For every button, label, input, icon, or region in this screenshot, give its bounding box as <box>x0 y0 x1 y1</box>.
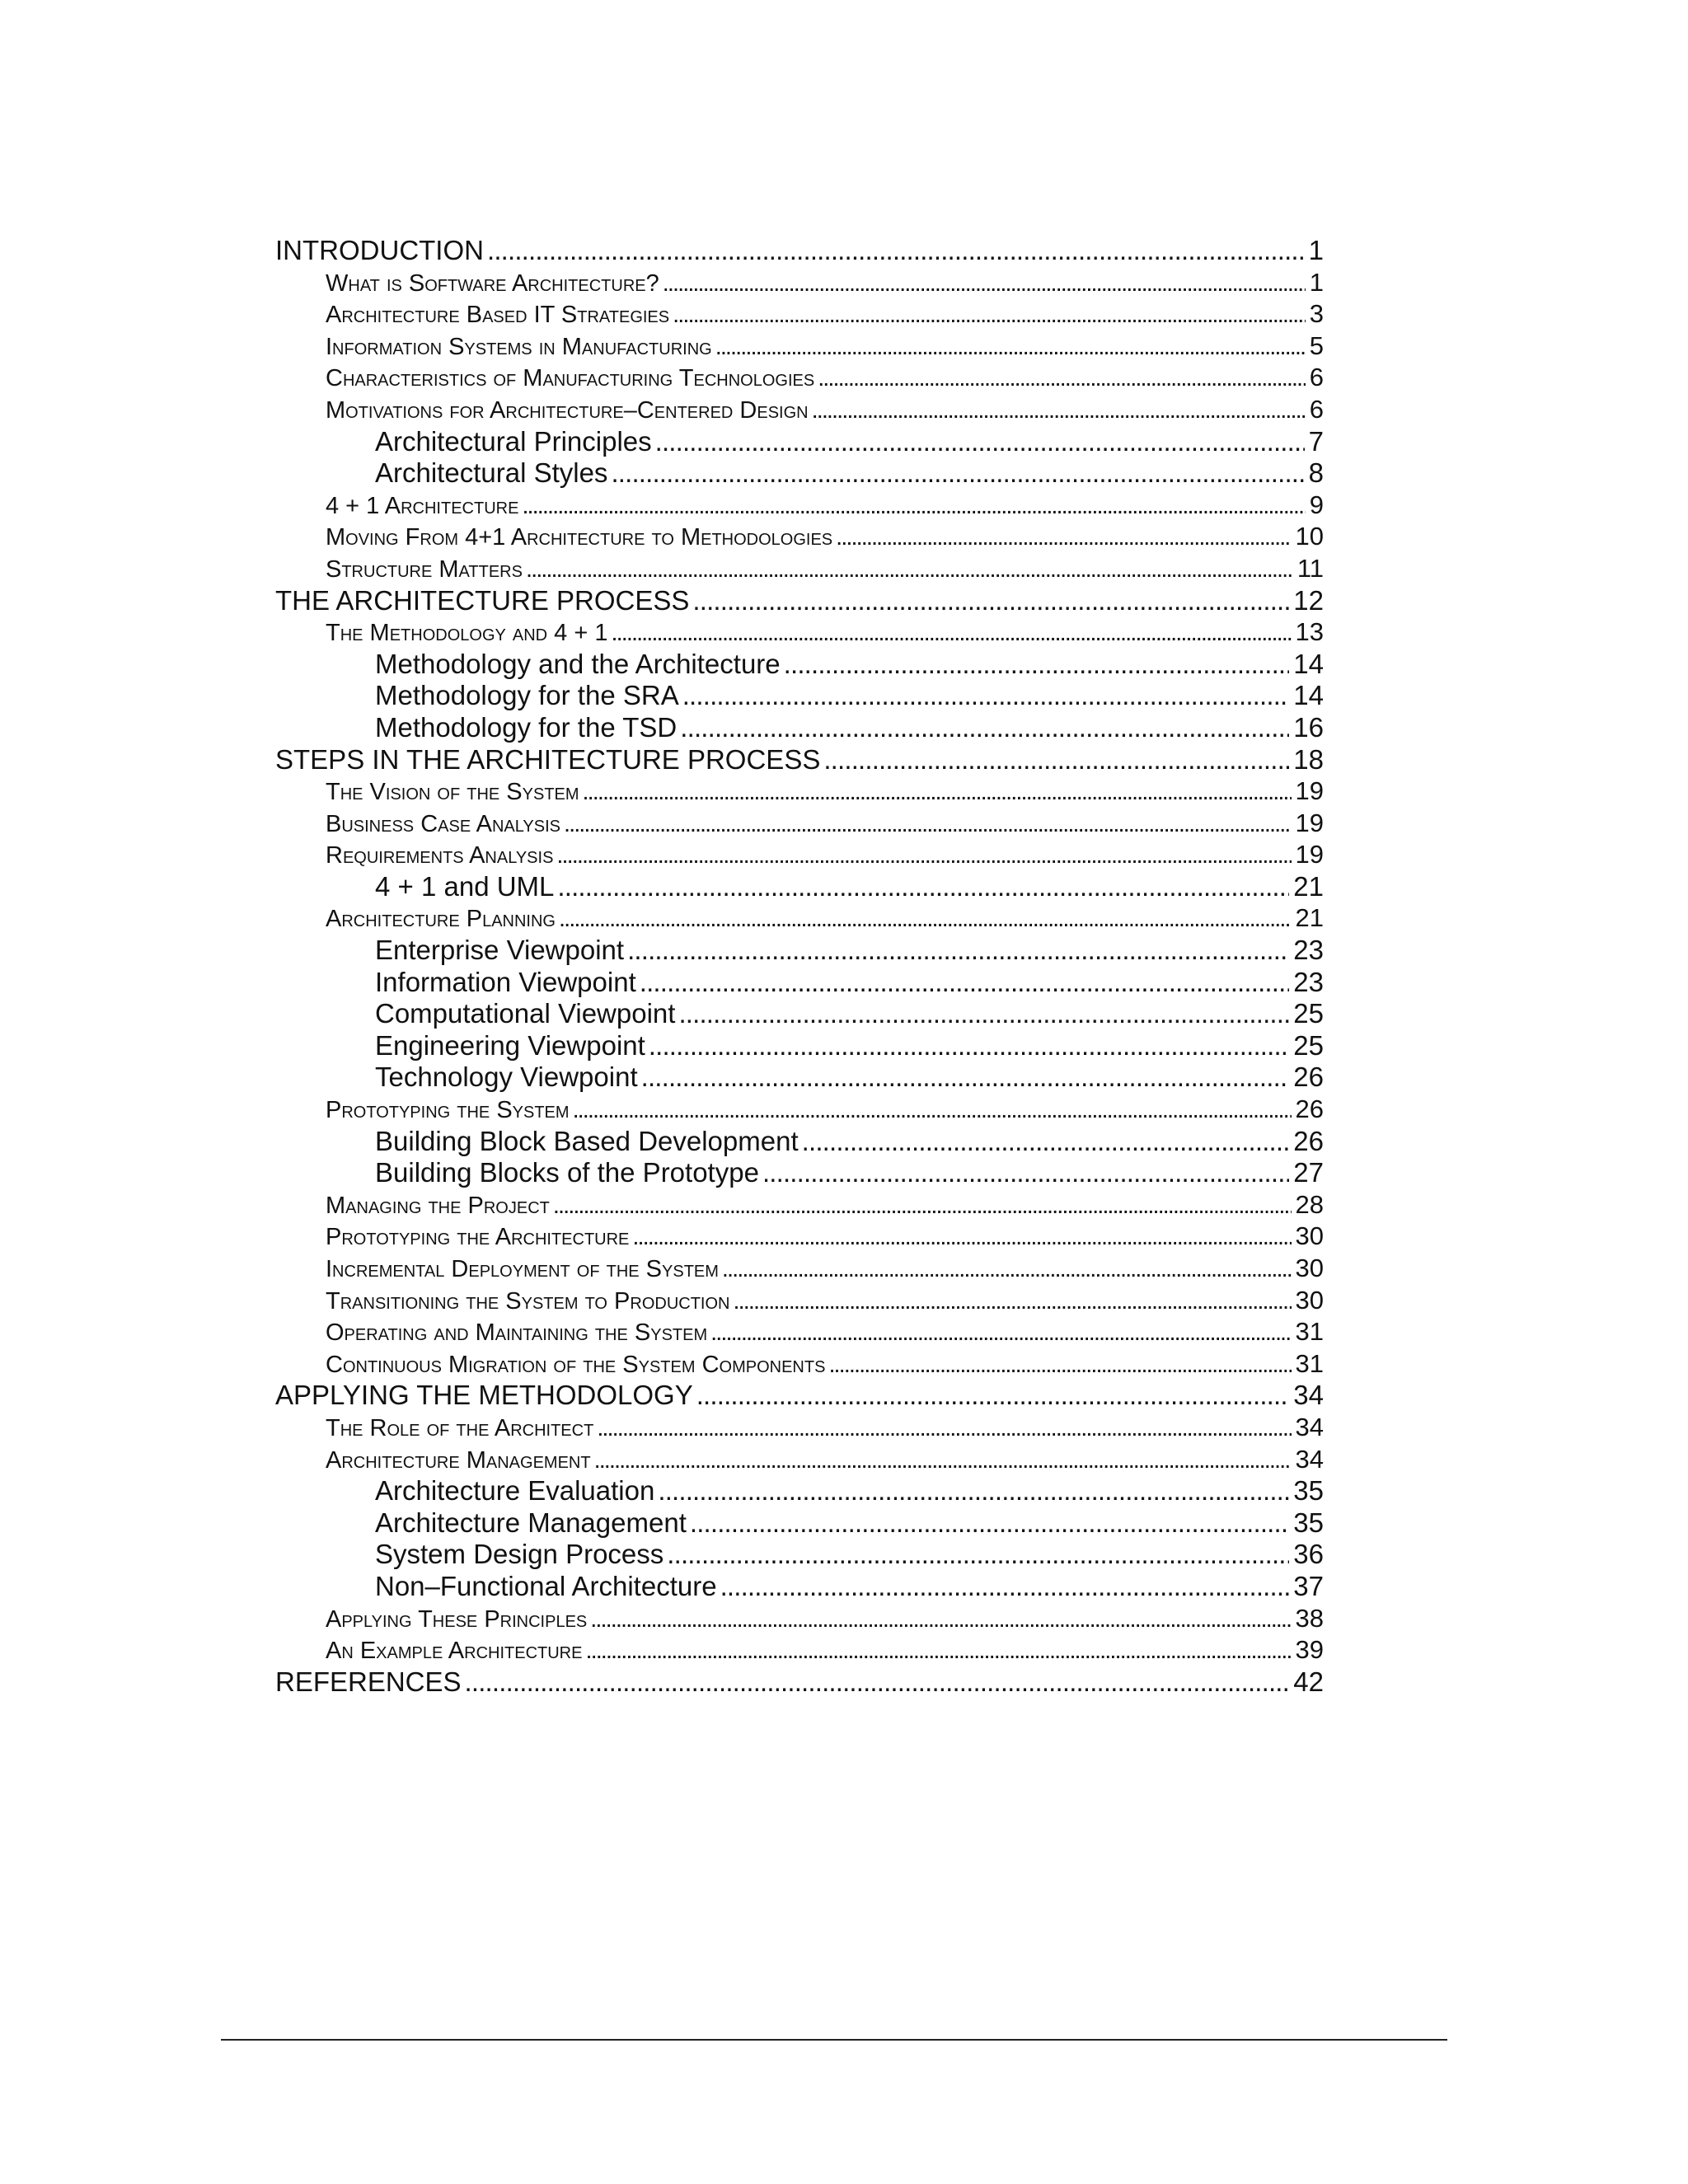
toc-entry-page-number: 35 <box>1293 1475 1324 1507</box>
toc-entry-level-2 <box>275 330 1324 363</box>
toc-entry-level-3 <box>275 457 1324 490</box>
toc-dot-leader <box>720 1571 1290 1603</box>
toc-dot-leader <box>641 1062 1290 1094</box>
toc-entry-page-number: 19 <box>1295 808 1324 837</box>
toc-entry-level-2 <box>275 776 1324 808</box>
toc-dot-leader <box>583 776 1292 808</box>
toc-dot-leader <box>627 935 1289 967</box>
toc-entry-level-2 <box>275 1412 1324 1444</box>
toc-entry-title: Architectural Principles <box>375 425 652 457</box>
toc-entry-level-2 <box>275 521 1324 553</box>
toc-entry-title: APPLYING THE METHODOLOGY <box>275 1380 693 1411</box>
toc-entry-title: Business Case Analysis <box>326 810 560 837</box>
toc-entry-page-number: 25 <box>1293 1029 1324 1061</box>
toc-entry-page-number: 39 <box>1295 1635 1324 1665</box>
toc-entry-title: Architecture Management <box>326 1446 591 1474</box>
toc-entry-page-number: 19 <box>1295 776 1324 806</box>
toc-entry-title: INTRODUCTION <box>275 235 484 265</box>
toc-entry-level-2 <box>275 298 1324 330</box>
toc-dot-leader <box>734 1286 1292 1318</box>
toc-entry-level-1 <box>275 1666 1324 1699</box>
toc-dot-leader <box>655 426 1305 458</box>
toc-entry-title: Transitioning the System to Production <box>326 1287 730 1315</box>
toc-entry-title: STEPS IN THE ARCHITECTURE PROCESS <box>275 743 821 775</box>
toc-dot-leader <box>559 903 1292 935</box>
toc-dot-leader <box>590 1604 1291 1636</box>
toc-entry-page-number: 21 <box>1293 870 1324 902</box>
toc-entry-level-2 <box>275 1444 1324 1476</box>
toc-dot-leader <box>632 1221 1291 1254</box>
toc-entry-level-2 <box>275 267 1324 299</box>
toc-dot-leader <box>818 363 1306 395</box>
toc-entry-level-1 <box>275 744 1324 776</box>
toc-entry-level-1 <box>275 1380 1324 1412</box>
toc-entry-title: An Example Architecture <box>326 1638 583 1665</box>
footer-rule <box>221 2039 1447 2041</box>
toc-entry-title: REFERENCES <box>275 1666 462 1697</box>
toc-dot-leader <box>640 967 1290 999</box>
toc-entry-page-number: 5 <box>1309 330 1324 360</box>
toc-entry-title: Requirements Analysis <box>326 842 554 869</box>
toc-entry-page-number: 37 <box>1293 1570 1324 1601</box>
toc-entry-page-number: 12 <box>1293 584 1324 616</box>
toc-entry-level-2 <box>275 490 1324 522</box>
toc-dot-leader <box>812 395 1306 427</box>
toc-entry-page-number: 28 <box>1295 1189 1324 1219</box>
toc-dot-leader <box>690 1507 1289 1540</box>
toc-entry-title: Prototyping the System <box>326 1097 570 1124</box>
toc-entry-title: Applying These Principles <box>326 1605 588 1633</box>
toc-entry-level-2 <box>275 839 1324 871</box>
toc-entry-page-number: 23 <box>1293 935 1324 966</box>
toc-entry-page-number: 21 <box>1295 903 1324 933</box>
toc-entry-page-number: 6 <box>1309 363 1324 392</box>
toc-entry-level-3 <box>275 1062 1324 1094</box>
toc-entry-level-3 <box>275 967 1324 999</box>
toc-dot-leader <box>557 871 1289 903</box>
toc-entry-level-2 <box>275 1348 1324 1380</box>
toc-entry-title: Architecture Based IT Strategies <box>326 302 670 329</box>
toc-dot-leader <box>556 840 1291 872</box>
toc-entry-level-3 <box>275 1571 1324 1603</box>
toc-dot-leader <box>667 1539 1289 1571</box>
toc-dot-leader <box>573 1094 1292 1127</box>
toc-entry-page-number: 10 <box>1295 522 1324 551</box>
toc-entry-level-3 <box>275 712 1324 744</box>
toc-entry-page-number: 30 <box>1295 1285 1324 1315</box>
toc-entry-level-2 <box>275 1603 1324 1635</box>
toc-dot-leader <box>465 1666 1290 1699</box>
toc-entry-page-number: 38 <box>1295 1603 1324 1633</box>
toc-entry-level-2 <box>275 553 1324 585</box>
toc-entry-page-number: 18 <box>1293 743 1324 775</box>
toc-entry-title: Managing the Project <box>326 1192 550 1219</box>
toc-entry-level-2 <box>275 394 1324 426</box>
toc-entry-level-2 <box>275 1094 1324 1126</box>
toc-entry-title: Information Systems in Manufacturing <box>326 333 712 360</box>
toc-dot-leader <box>526 554 1293 586</box>
toc-entry-level-3 <box>275 1539 1324 1571</box>
toc-dot-leader <box>682 680 1290 712</box>
toc-entry-level-2 <box>275 1253 1324 1285</box>
toc-entry-title: 4 + 1 Architecture <box>326 492 519 519</box>
toc-dot-leader <box>649 1030 1289 1062</box>
toc-entry-title: Enterprise Viewpoint <box>375 935 625 966</box>
toc-dot-leader <box>784 649 1290 681</box>
toc-entry-page-number: 14 <box>1293 648 1324 679</box>
toc-dot-leader <box>564 808 1292 841</box>
toc-dot-leader <box>710 1317 1291 1349</box>
toc-dot-leader <box>611 457 1304 490</box>
toc-entry-title: The Vision of the System <box>326 779 579 806</box>
toc-entry-page-number: 13 <box>1295 617 1324 647</box>
toc-entry-title: Motivations for Architecture–Centered Design <box>326 396 809 424</box>
toc-dot-leader <box>692 585 1289 617</box>
toc-entry-level-1 <box>275 585 1324 617</box>
toc-entry-page-number: 8 <box>1308 457 1324 489</box>
toc-entry-title: Non–Functional Architecture <box>375 1570 717 1601</box>
toc-dot-leader <box>487 235 1305 267</box>
toc-entry-level-3 <box>275 1030 1324 1062</box>
toc-entry-title: Prototyping the Architecture <box>326 1224 630 1251</box>
toc-dot-leader <box>680 712 1289 744</box>
toc-dot-leader <box>762 1157 1289 1189</box>
toc-entry-page-number: 30 <box>1295 1254 1324 1282</box>
toc-entry-page-number: 34 <box>1295 1444 1324 1474</box>
toc-entry-level-3 <box>275 426 1324 458</box>
toc-entry-page-number: 19 <box>1295 840 1324 869</box>
toc-dot-leader <box>663 268 1306 300</box>
table-of-contents <box>275 235 1324 1698</box>
toc-entry-page-number: 23 <box>1293 966 1324 997</box>
toc-entry-title: Methodology for the TSD <box>375 711 678 743</box>
toc-entry-level-3 <box>275 935 1324 967</box>
toc-entry-title: Incremental Deployment of the System <box>326 1256 719 1282</box>
toc-entry-page-number: 16 <box>1293 711 1324 743</box>
toc-entry-page-number: 9 <box>1309 490 1324 519</box>
toc-entry-level-3 <box>275 649 1324 681</box>
toc-entry-page-number: 25 <box>1293 998 1324 1029</box>
toc-entry-title: THE ARCHITECTURE PROCESS <box>275 584 690 616</box>
toc-dot-leader <box>696 1380 1290 1412</box>
toc-entry-page-number: 34 <box>1293 1380 1324 1411</box>
toc-entry-title: Technology Viewpoint <box>375 1062 638 1093</box>
toc-entry-level-3 <box>275 1507 1324 1540</box>
toc-entry-title: Operating and Maintaining the System <box>326 1319 708 1347</box>
toc-entry-title: Methodology and the Architecture <box>375 648 781 679</box>
toc-entry-page-number: 34 <box>1295 1412 1324 1441</box>
toc-entry-level-3 <box>275 1475 1324 1507</box>
toc-entry-page-number: 30 <box>1295 1221 1324 1251</box>
toc-entry-title: Methodology for the SRA <box>375 680 679 711</box>
toc-entry-title: What is Software Architecture? <box>326 269 659 297</box>
toc-dot-leader <box>802 1126 1290 1158</box>
toc-entry-title: The Methodology and 4 + 1 <box>326 620 608 647</box>
toc-entry-title: System Design Process <box>375 1539 664 1570</box>
toc-entry-level-3 <box>275 871 1324 903</box>
toc-entry-level-1 <box>275 235 1324 267</box>
toc-entry-page-number: 42 <box>1293 1666 1324 1697</box>
toc-entry-title: 4 + 1 and UML <box>375 870 555 902</box>
toc-entry-level-2 <box>275 808 1324 840</box>
toc-dot-leader <box>658 1475 1289 1507</box>
toc-dot-leader <box>836 522 1291 554</box>
toc-entry-page-number: 1 <box>1308 235 1324 265</box>
toc-entry-title: The Role of the Architect <box>326 1414 594 1441</box>
toc-entry-level-2 <box>275 1285 1324 1317</box>
toc-entry-page-number: 6 <box>1309 394 1324 424</box>
toc-entry-page-number: 36 <box>1293 1539 1324 1570</box>
toc-entry-title: Characteristics of Manufacturing Technologies <box>326 365 815 392</box>
toc-dot-leader <box>597 1413 1291 1445</box>
toc-entry-title: Information Viewpoint <box>375 966 636 997</box>
toc-entry-level-2 <box>275 1316 1324 1348</box>
toc-dot-leader <box>594 1445 1292 1477</box>
toc-entry-page-number: 26 <box>1295 1094 1324 1124</box>
toc-entry-title: Architecture Planning <box>326 906 556 933</box>
toc-entry-level-2 <box>275 616 1324 649</box>
toc-entry-level-2 <box>275 902 1324 935</box>
toc-entry-page-number: 1 <box>1309 267 1324 297</box>
toc-dot-leader <box>828 1349 1291 1381</box>
toc-entry-title: Moving From 4+1 Architecture to Methodologies <box>326 524 833 551</box>
toc-dot-leader <box>823 744 1289 776</box>
toc-entry-level-3 <box>275 998 1324 1030</box>
toc-entry-page-number: 26 <box>1293 1062 1324 1093</box>
toc-dot-leader <box>673 299 1306 331</box>
toc-entry-level-2 <box>275 362 1324 394</box>
toc-entry-level-2 <box>275 1221 1324 1253</box>
toc-entry-level-2 <box>275 1189 1324 1221</box>
toc-entry-page-number: 3 <box>1309 299 1324 329</box>
toc-entry-page-number: 27 <box>1293 1157 1324 1188</box>
toc-dot-leader <box>612 617 1292 649</box>
toc-entry-title: Building Blocks of the Prototype <box>375 1157 759 1188</box>
toc-entry-page-number: 14 <box>1293 680 1324 711</box>
toc-entry-title: Computational Viewpoint <box>375 998 676 1029</box>
toc-entry-title: Architectural Styles <box>375 457 608 489</box>
toc-entry-page-number: 7 <box>1308 425 1324 457</box>
toc-entry-title: Building Block Based Development <box>375 1125 799 1156</box>
toc-entry-page-number: 11 <box>1296 553 1324 583</box>
toc-entry-page-number: 31 <box>1295 1317 1324 1347</box>
toc-dot-leader <box>678 998 1289 1030</box>
toc-entry-level-2 <box>275 1634 1324 1666</box>
toc-entry-page-number: 26 <box>1293 1125 1324 1156</box>
toc-dot-leader <box>553 1190 1292 1222</box>
toc-dot-leader <box>722 1254 1292 1286</box>
toc-entry-level-3 <box>275 1157 1324 1189</box>
toc-entry-title: Architecture Management <box>375 1507 687 1538</box>
toc-entry-title: Engineering Viewpoint <box>375 1029 645 1061</box>
toc-entry-title: Continuous Migration of the System Components <box>326 1351 826 1378</box>
toc-entry-page-number: 31 <box>1295 1348 1324 1378</box>
toc-dot-leader <box>715 331 1306 363</box>
toc-entry-level-3 <box>275 680 1324 712</box>
toc-entry-title: Structure Matters <box>326 555 523 583</box>
toc-dot-leader <box>522 490 1305 523</box>
toc-entry-title: Architecture Evaluation <box>375 1475 655 1507</box>
toc-entry-page-number: 35 <box>1293 1507 1324 1538</box>
toc-entry-level-3 <box>275 1126 1324 1158</box>
toc-dot-leader <box>585 1635 1291 1667</box>
